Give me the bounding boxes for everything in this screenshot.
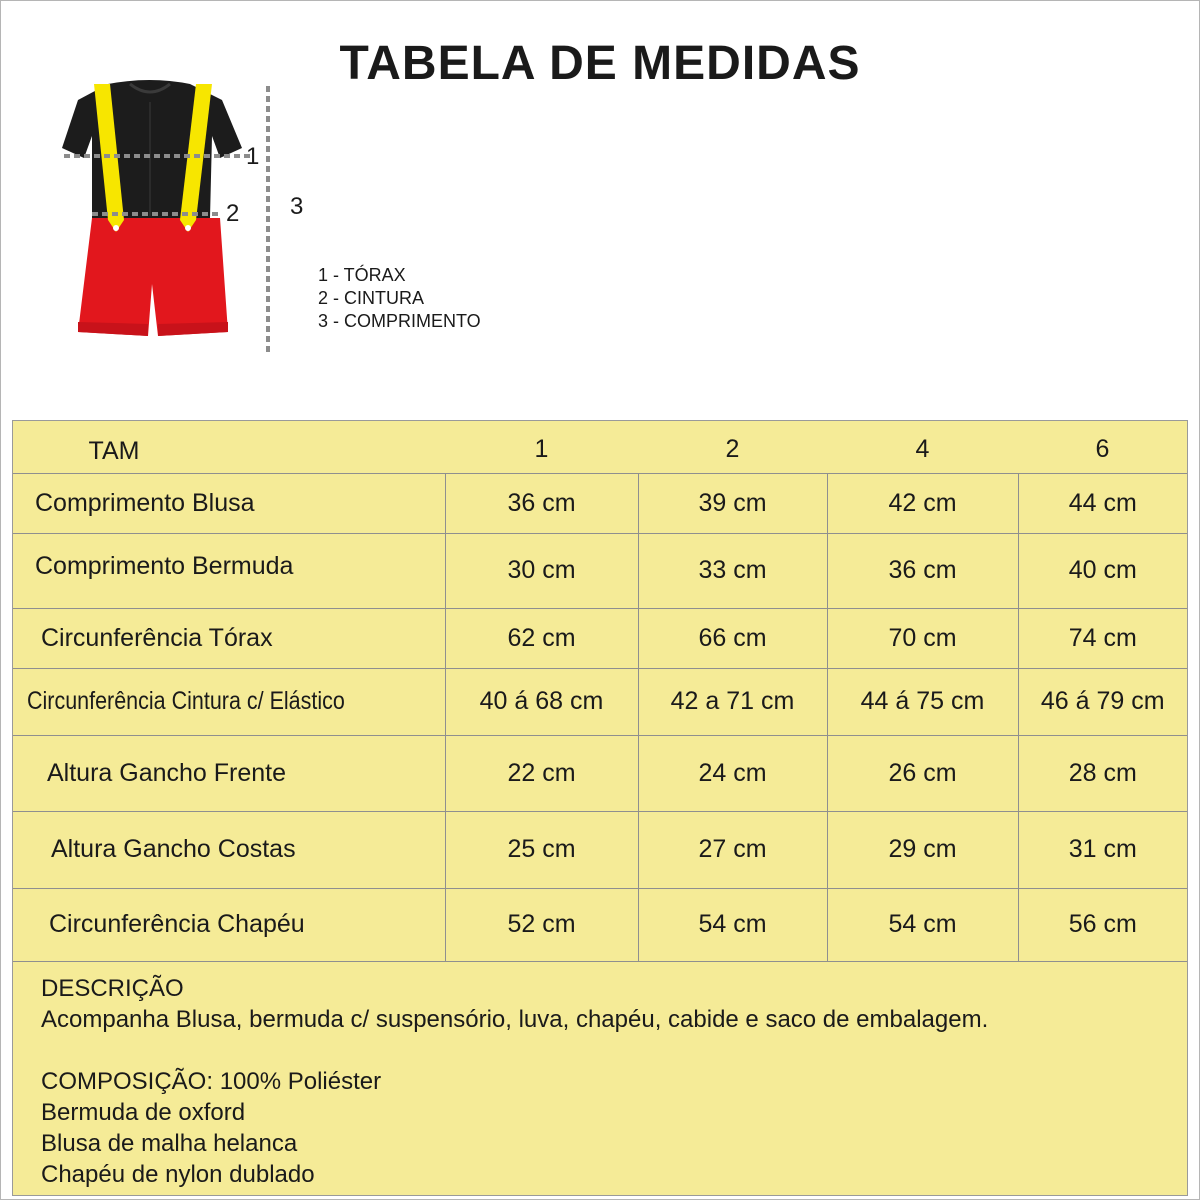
row-label: Altura Gancho Costas bbox=[13, 811, 445, 888]
row-label-text: Circunferência Cintura c/ Elástico bbox=[27, 687, 345, 715]
table-cell: 54 cm bbox=[827, 888, 1018, 961]
table-cell: 40 á 68 cm bbox=[445, 668, 638, 735]
table-cell: 44 á 75 cm bbox=[827, 668, 1018, 735]
table-cell: 36 cm bbox=[827, 533, 1018, 608]
table-cell: 33 cm bbox=[638, 533, 827, 608]
table-cell: 70 cm bbox=[827, 608, 1018, 668]
header-size-1: 1 bbox=[445, 421, 638, 473]
table-cell: 44 cm bbox=[1018, 473, 1187, 533]
table-cell: 22 cm bbox=[445, 735, 638, 811]
composition-item: Chapéu de nylon dublado bbox=[41, 1161, 315, 1188]
table-cell: 29 cm bbox=[827, 811, 1018, 888]
legend-item-comprimento: 3 - COMPRIMENTO bbox=[318, 311, 481, 331]
description-text: Acompanha Blusa, bermuda c/ suspensório, luva, chapéu, cabide e saco de embalagem. bbox=[41, 1006, 989, 1033]
table-cell: 39 cm bbox=[638, 473, 827, 533]
legend-item-torax: 1 - TÓRAX bbox=[318, 265, 406, 285]
size-table-panel bbox=[12, 420, 1188, 1196]
shirt-shape bbox=[62, 80, 242, 218]
table-cell: 62 cm bbox=[445, 608, 638, 668]
table-row bbox=[13, 533, 1187, 608]
page-title: TABELA DE MEDIDAS bbox=[339, 37, 861, 90]
description-block bbox=[41, 973, 988, 1190]
row-label: Comprimento Blusa bbox=[13, 473, 445, 533]
table-cell: 74 cm bbox=[1018, 608, 1187, 668]
marker-3: 3 bbox=[290, 193, 304, 220]
table-cell: 66 cm bbox=[638, 608, 827, 668]
row-label bbox=[13, 668, 445, 735]
table-cell: 30 cm bbox=[445, 533, 638, 608]
header-size-2: 2 bbox=[638, 421, 827, 473]
size-table bbox=[13, 421, 1187, 962]
table-row bbox=[13, 888, 1187, 961]
table-cell: 36 cm bbox=[445, 473, 638, 533]
garment-illustration bbox=[50, 70, 350, 370]
table-cell: 54 cm bbox=[638, 888, 827, 961]
table-cell: 42 cm bbox=[827, 473, 1018, 533]
composition-heading: COMPOSIÇÃO: 100% Poliéster bbox=[41, 1068, 382, 1095]
header-size-6: 6 bbox=[1018, 421, 1187, 473]
table-cell: 26 cm bbox=[827, 735, 1018, 811]
description-heading: DESCRIÇÃO bbox=[41, 975, 184, 1002]
table-cell: 46 á 79 cm bbox=[1018, 668, 1187, 735]
table-row bbox=[13, 473, 1187, 533]
table-cell: 31 cm bbox=[1018, 811, 1187, 888]
measurement-legend bbox=[318, 264, 481, 333]
table-row bbox=[13, 735, 1187, 811]
table-cell: 56 cm bbox=[1018, 888, 1187, 961]
shorts-shape bbox=[78, 218, 228, 336]
table-cell: 52 cm bbox=[445, 888, 638, 961]
header-size-4: 4 bbox=[827, 421, 1018, 473]
header-tam: TAM bbox=[13, 421, 445, 473]
table-row bbox=[13, 668, 1187, 735]
table-row bbox=[13, 811, 1187, 888]
table-cell: 40 cm bbox=[1018, 533, 1187, 608]
table-header-row bbox=[13, 421, 1187, 473]
table-cell: 27 cm bbox=[638, 811, 827, 888]
row-label: Circunferência Tórax bbox=[13, 608, 445, 668]
table-row bbox=[13, 608, 1187, 668]
row-label: Circunferência Chapéu bbox=[13, 888, 445, 961]
row-label: Comprimento Bermuda bbox=[13, 533, 445, 608]
row-label: Altura Gancho Frente bbox=[13, 735, 445, 811]
table-cell: 24 cm bbox=[638, 735, 827, 811]
table-cell: 28 cm bbox=[1018, 735, 1187, 811]
marker-1: 1 bbox=[246, 143, 260, 170]
table-cell: 42 a 71 cm bbox=[638, 668, 827, 735]
composition-item: Bermuda de oxford bbox=[41, 1099, 246, 1126]
marker-2: 2 bbox=[226, 200, 240, 227]
legend-item-cintura: 2 - CINTURA bbox=[318, 288, 425, 308]
composition-item: Blusa de malha helanca bbox=[41, 1130, 298, 1157]
table-cell: 25 cm bbox=[445, 811, 638, 888]
